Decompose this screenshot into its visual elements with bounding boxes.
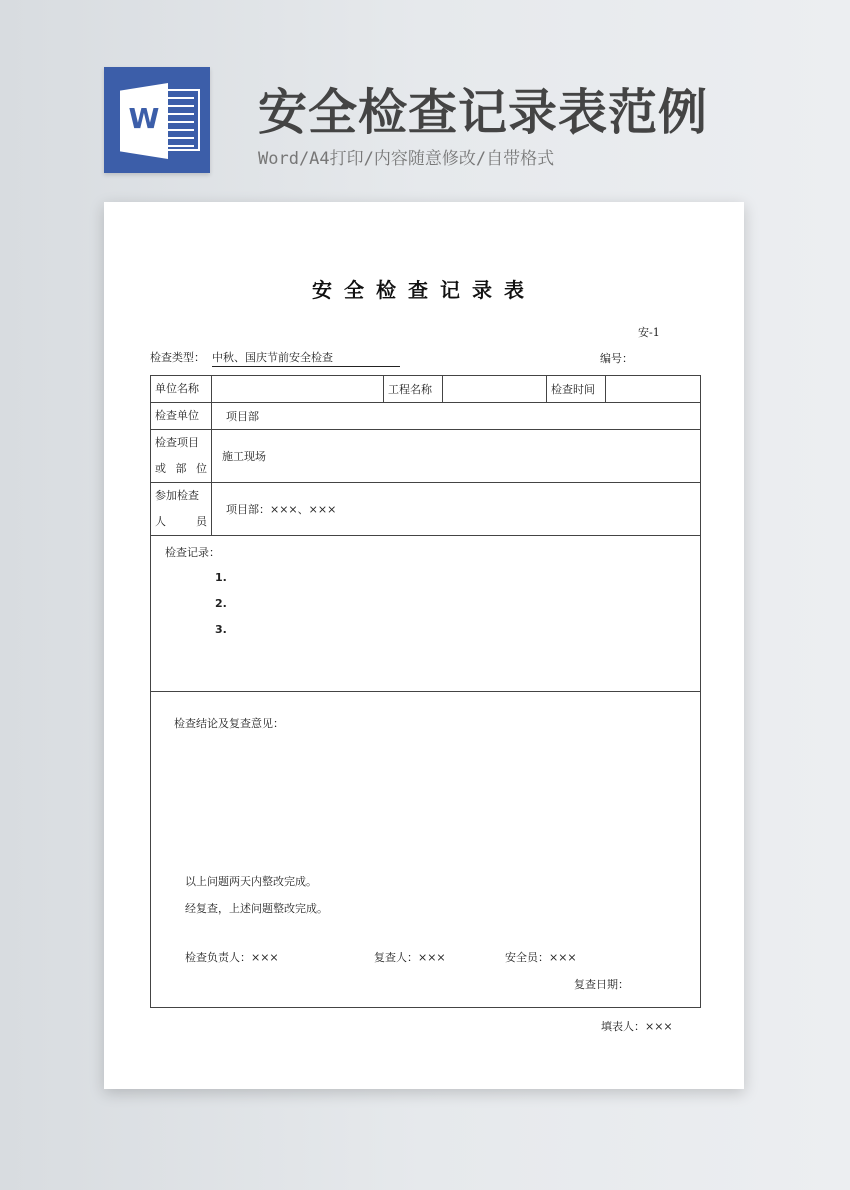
form-code: 安-1 xyxy=(638,326,660,339)
filler: 填表人：××× xyxy=(601,1020,673,1033)
inspection-time-label: 检查时间 xyxy=(547,376,606,403)
record-item: 1. xyxy=(215,571,227,584)
inspection-type-label: 检查类型： xyxy=(150,351,205,364)
participants-label-line1: 参加检查 xyxy=(155,489,199,502)
record-item: 3. xyxy=(215,623,227,636)
inspection-type-value[interactable]: 中秋、国庆节前安全检查 xyxy=(212,349,400,367)
inspection-records-cell[interactable] xyxy=(151,536,701,692)
inspector-lead: 检查负责人：××× xyxy=(185,951,279,964)
inspection-time-field[interactable] xyxy=(606,376,701,403)
document-title: 安全检查记录表 xyxy=(312,278,536,302)
number-label: 编号： xyxy=(600,352,633,365)
unit-name-field[interactable] xyxy=(212,376,384,403)
unit-name-label: 单位名称 xyxy=(151,376,212,403)
inspection-item-label xyxy=(151,430,212,483)
record-item: 2. xyxy=(215,597,227,610)
participants-value[interactable]: 项目部：×××、××× xyxy=(212,483,701,536)
word-letter: W xyxy=(128,102,160,135)
records-label: 检查记录： xyxy=(165,546,220,559)
conclusion-line1: 以上问题两天内整改完成。 xyxy=(185,875,317,888)
project-name-field[interactable] xyxy=(443,376,547,403)
document-page xyxy=(104,202,744,1089)
reviewer: 复查人：××× xyxy=(374,951,446,964)
conclusion-cell[interactable] xyxy=(151,692,701,1008)
inspection-item-label-line1: 检查项目 xyxy=(155,436,199,449)
label-char: 员 xyxy=(196,515,207,528)
inspecting-unit-label: 检查单位 xyxy=(151,403,212,430)
hero-subtitle: Word/A4打印/内容随意修改/自带格式 xyxy=(258,149,555,169)
conclusion-line2: 经复查，上述问题整改完成。 xyxy=(185,902,328,915)
safety-officer: 安全员：××× xyxy=(505,951,577,964)
label-char: 位 xyxy=(196,462,207,475)
inspection-item-value[interactable]: 施工现场 xyxy=(212,430,701,483)
project-name-label: 工程名称 xyxy=(384,376,443,403)
conclusion-label: 检查结论及复查意见： xyxy=(174,717,284,730)
word-icon xyxy=(104,67,210,173)
label-char: 部 xyxy=(175,462,187,475)
inspecting-unit-value[interactable]: 项目部 xyxy=(212,403,701,430)
review-date-label: 复查日期： xyxy=(574,978,629,991)
label-char: 人 xyxy=(155,515,166,528)
participants-label-line2 xyxy=(155,509,207,535)
label-char: 或 xyxy=(155,462,166,475)
participants-label xyxy=(151,483,212,536)
hero-title: 安全检查记录表范例 xyxy=(258,84,709,141)
inspection-form-table xyxy=(150,375,701,1008)
document-lines-icon xyxy=(164,89,200,151)
inspection-item-label-line2 xyxy=(155,456,207,482)
